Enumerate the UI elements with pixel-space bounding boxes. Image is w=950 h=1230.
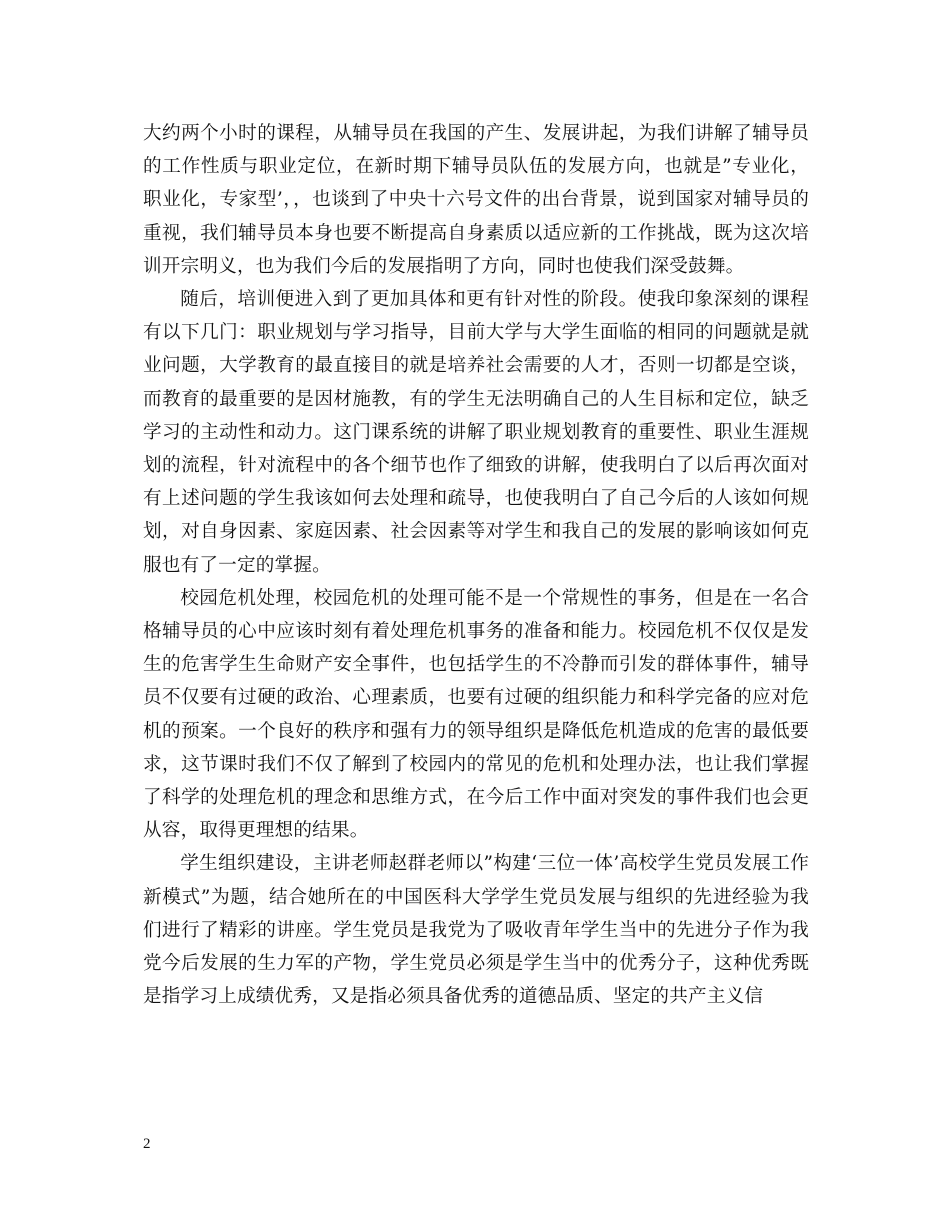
paragraph-crisis-handling: 校园危机处理，校园危机的处理可能不是一个常规性的事务，但是在一名合格辅导员的心中应该时刻有着处理危机事务的准备和能力。校园危机不仅仅是发生的危害学生生命财产安全事件，也包括学生的不冷静而引发的群体事件，辅导员不仅要有过硬的政治、心理素质，也要有过硬的组织能力和科学完备的应对危机的预案。一个良好的秩序和强有力的领导组织是降低危机造成的危害的最低要求，这节课时我们不仅了解到了校园内的常见的危机和处理办法，也让我们掌握了科学的处理危机的理念和思维方式，在今后工作中面对突发的事件我们也会更从容，取得更理想的结果。 — [143, 587, 809, 842]
page-body — [143, 117, 809, 1013]
paragraph-continuation: 大约两个小时的课程，从辅导员在我国的产生、发展讲起，为我们讲解了辅导员的工作性质与职业定位，在新时期下辅导员队伍的发展方向，也就是”专业化，职业化，专家型’，，也谈到了中央十六号文件的出台背景，说到国家对辅导员的重视，我们辅导员本身也要不断提高自身素质以适应新的工作挑战，既为这次培训开宗明义，也为我们今后的发展指明了方向，同时也使我们深受鼓舞。 — [143, 123, 809, 277]
paragraph-student-organization: 学生组织建设，主讲老师赵群老师以”构建‘三位一体’高校学生党员发展工作新模式”为题，结合她所在的中国医科大学学生党员发展与组织的先进经验为我们进行了精彩的讲座。学生党员是我党为了吸收青年学生当中的先进分子作为我党今后发展的生力军的产物，学生党员必须是学生当中的优秀分子，这种优秀既是指学习上成绩优秀，又是指必须具备优秀的道德品质、坚定的共产主义信 — [143, 853, 809, 1008]
page-number: 2 — [143, 1136, 151, 1152]
paragraph-career-planning: 随后，培训便进入到了更加具体和更有针对性的阶段。使我印象深刻的课程有以下几门：职业规划与学习指导，目前大学与大学生面临的相同的问题就是就业问题，大学教育的最直接目的就是培养社会需要的人才，否则一切都是空谈，而教育的最重要的是因材施教，有的学生无法明确自己的人生目标和定位，缺乏学习的主动性和动力。这门课系统的讲解了职业规划教育的重要性、职业生涯规划的流程，针对流程中的各个细节也作了细致的讲解，使我明白了以后再次面对有上述问题的学生我该如何去处理和疏导，也使我明白了自己今后的人该如何规划，对自身因素、家庭因素、社会因素等对学生和我自己的发展的影响该如何克服也有了一定的掌握。 — [143, 289, 809, 576]
